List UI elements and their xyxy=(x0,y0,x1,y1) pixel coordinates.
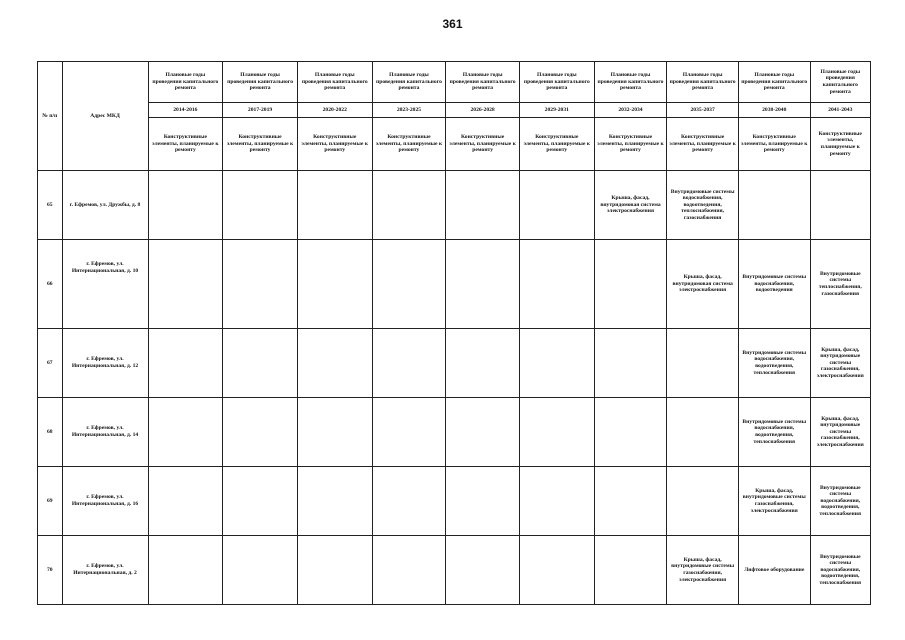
work-cell xyxy=(372,398,446,467)
work-cell xyxy=(446,329,520,398)
work-cell xyxy=(372,536,446,605)
work-cell xyxy=(223,398,298,467)
work-cell xyxy=(519,536,594,605)
work-cell xyxy=(148,329,223,398)
elements-header: Конструктивные элементы, планируемые к ремонту xyxy=(223,118,298,171)
work-cell xyxy=(738,171,810,240)
work-cell xyxy=(297,240,372,329)
work-cell xyxy=(372,329,446,398)
elements-header: Конструктивные элементы, планируемые к ремонту xyxy=(372,118,446,171)
work-cell xyxy=(297,398,372,467)
elements-header: Конструктивные элементы, планируемые к ремонту xyxy=(810,118,870,171)
plan-years-header: Плановые годы проведения капитального ремонта xyxy=(594,62,667,103)
elements-header: Конструктивные элементы, планируемые к ремонту xyxy=(738,118,810,171)
work-cell xyxy=(372,171,446,240)
page-number: 361 xyxy=(442,17,463,31)
work-cell xyxy=(519,329,594,398)
work-cell xyxy=(519,171,594,240)
work-cell: Внутридомовые системы водоснабжения, водоотведения, теплоснабжения, газоснабжения xyxy=(667,171,739,240)
plan-years-header: Плановые годы проведения капитального ремонта xyxy=(519,62,594,103)
plan-years-header: Плановые годы проведения капитального ремонта xyxy=(372,62,446,103)
row-number: 67 xyxy=(38,329,63,398)
elements-header: Конструктивные элементы, планируемые к ремонту xyxy=(667,118,739,171)
work-cell: Внутридомовые системы водоснабжения, водоотведения xyxy=(738,240,810,329)
work-cell: Крыша, фасад, внутридомовые системы газоснабжения, электроснабжения xyxy=(810,329,870,398)
work-cell: Крыша, фасад, внутридомовые системы газоснабжения, электроснабжения xyxy=(810,398,870,467)
work-cell xyxy=(519,398,594,467)
work-cell xyxy=(297,467,372,536)
row-number: 68 xyxy=(38,398,63,467)
period-header: 2014-2016 xyxy=(148,103,223,118)
work-cell: Крыша, фасад, внутридомовая система электроснабжения xyxy=(667,240,739,329)
work-cell xyxy=(667,329,739,398)
work-cell xyxy=(297,171,372,240)
row-address: г. Ефремов, ул. Интернациональная, д. 12 xyxy=(62,329,148,398)
elements-header: Конструктивные элементы, планируемые к ремонту xyxy=(297,118,372,171)
period-header: 2023-2025 xyxy=(372,103,446,118)
plan-years-header: Плановые годы проведения капитального ремонта xyxy=(810,62,870,103)
work-cell: Крыша, фасад, внутридомовые системы газоснабжения, электроснабжения xyxy=(667,536,739,605)
elements-header: Конструктивные элементы, планируемые к ремонту xyxy=(446,118,520,171)
work-cell: Внутридомовые системы водоснабжения, водоотведения, теплоснабжения xyxy=(738,398,810,467)
work-cell xyxy=(446,536,520,605)
row-number: 65 xyxy=(38,171,63,240)
table-row xyxy=(38,536,871,605)
work-cell: Крыша, фасад, внутридомовые системы газоснабжения, электроснабжения xyxy=(738,467,810,536)
work-cell xyxy=(594,467,667,536)
work-cell xyxy=(223,329,298,398)
elements-header: Конструктивные элементы, планируемые к ремонту xyxy=(519,118,594,171)
table-row xyxy=(38,398,871,467)
work-cell xyxy=(446,467,520,536)
work-cell xyxy=(594,398,667,467)
work-cell: Лифтовое оборудование xyxy=(738,536,810,605)
work-cell xyxy=(223,467,298,536)
period-header: 2041-2043 xyxy=(810,103,870,118)
work-cell xyxy=(148,467,223,536)
elements-header: Конструктивные элементы, планируемые к ремонту xyxy=(594,118,667,171)
work-cell xyxy=(372,467,446,536)
plan-years-header: Плановые годы проведения капитального ремонта xyxy=(223,62,298,103)
row-address: г. Ефремов, ул. Интернациональная, д. 10 xyxy=(62,240,148,329)
period-header: 2017-2019 xyxy=(223,103,298,118)
plan-years-header: Плановые годы проведения капитального ремонта xyxy=(667,62,739,103)
table-row xyxy=(38,240,871,329)
plan-years-header: Плановые годы проведения капитального ремонта xyxy=(148,62,223,103)
work-cell xyxy=(519,467,594,536)
plan-years-header: Плановые годы проведения капитального ремонта xyxy=(738,62,810,103)
plan-years-header: Плановые годы проведения капитального ремонта xyxy=(297,62,372,103)
row-address: г. Ефремов, ул. Интернациональная, д. 16 xyxy=(62,467,148,536)
work-cell xyxy=(148,240,223,329)
plan-years-header: Плановые годы проведения капитального ремонта xyxy=(446,62,520,103)
work-cell xyxy=(148,536,223,605)
row-number: 69 xyxy=(38,467,63,536)
capital-repair-schedule-table xyxy=(37,61,871,605)
period-header: 2035-2037 xyxy=(667,103,739,118)
work-cell: Крыша, фасад, внутридомовая система электроснабжения xyxy=(594,171,667,240)
row-number: 70 xyxy=(38,536,63,605)
work-cell xyxy=(223,240,298,329)
table-row xyxy=(38,171,871,240)
work-cell xyxy=(148,398,223,467)
work-cell xyxy=(594,329,667,398)
work-cell xyxy=(297,329,372,398)
work-cell xyxy=(519,240,594,329)
row-address: г. Ефремов, ул. Дружбы, д. 8 xyxy=(62,171,148,240)
column-header-address: Адрес МКД xyxy=(62,62,148,171)
row-address: г. Ефремов, ул. Интернациональная, д. 14 xyxy=(62,398,148,467)
work-cell xyxy=(446,398,520,467)
period-header: 2032-2034 xyxy=(594,103,667,118)
table-row xyxy=(38,329,871,398)
work-cell xyxy=(594,536,667,605)
work-cell: Внутридомовые системы теплоснабжения, газоснабжения xyxy=(810,240,870,329)
column-header-number: № п/п xyxy=(38,62,63,171)
work-cell xyxy=(148,171,223,240)
row-number: 66 xyxy=(38,240,63,329)
period-header: 2026-2028 xyxy=(446,103,520,118)
work-cell xyxy=(372,240,446,329)
table-row xyxy=(38,467,871,536)
work-cell xyxy=(667,467,739,536)
work-cell xyxy=(223,536,298,605)
row-address: г. Ефремов, ул. Интернациональная, д. 2 xyxy=(62,536,148,605)
period-header: 2029-2031 xyxy=(519,103,594,118)
work-cell: Внутридомовые системы водоснабжения, водоотведения, теплоснабжения xyxy=(810,536,870,605)
work-cell xyxy=(810,171,870,240)
work-cell xyxy=(223,171,298,240)
work-cell: Внутридомовые системы водоснабжения, водоотведения, теплоснабжения xyxy=(738,329,810,398)
work-cell xyxy=(594,240,667,329)
period-header: 2038-2040 xyxy=(738,103,810,118)
work-cell xyxy=(446,240,520,329)
work-cell xyxy=(667,398,739,467)
work-cell: Внутридомовые системы водоснабжения, водоотведения, теплоснабжения xyxy=(810,467,870,536)
work-cell xyxy=(446,171,520,240)
period-header: 2020-2022 xyxy=(297,103,372,118)
work-cell xyxy=(297,536,372,605)
elements-header: Конструктивные элементы, планируемые к ремонту xyxy=(148,118,223,171)
